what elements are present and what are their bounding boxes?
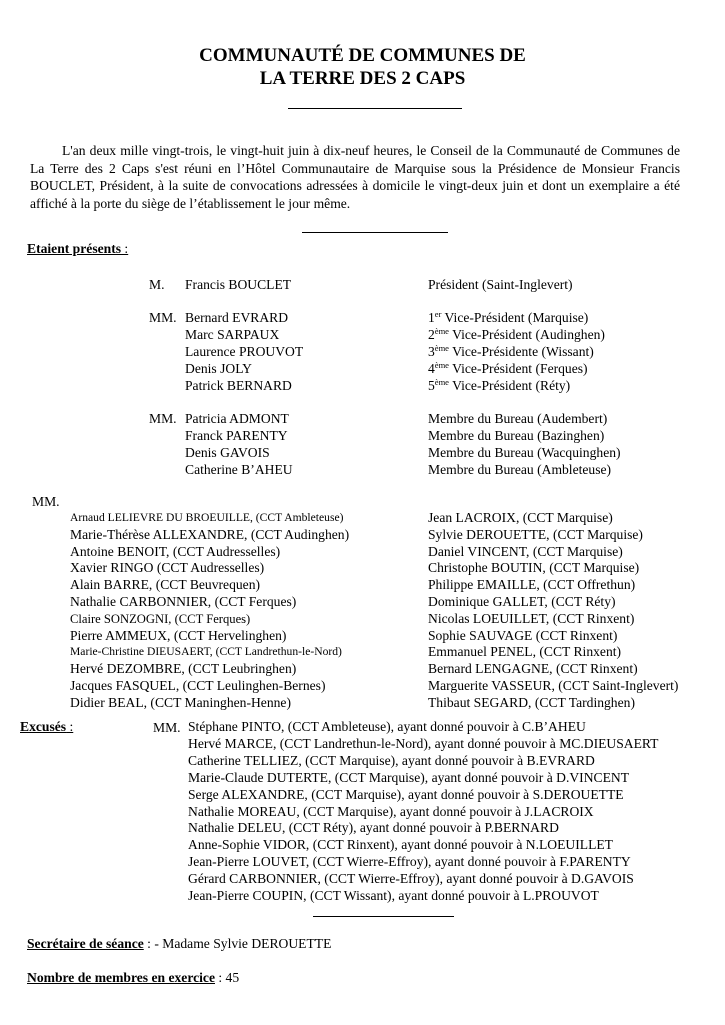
bureau-role: Membre du Bureau (Ambleteuse)	[428, 462, 612, 477]
members-right-column	[428, 510, 678, 712]
presents-label	[27, 241, 128, 257]
member-item: Emmanuel PENEL, (CCT Rinxent)	[428, 644, 622, 660]
vp-name: Patrick BERNARD	[185, 378, 292, 393]
vp-name: Laurence PROUVOT	[185, 344, 304, 359]
member-item: Pierre AMMEUX, (CCT Hervelinghen)	[70, 627, 287, 643]
bureau-role: Membre du Bureau (Wacquinghen)	[428, 445, 621, 460]
member-item: Christophe BOUTIN, (CCT Marquise)	[428, 560, 640, 576]
vp-role-text: Vice-Présidente (Wissant)	[448, 344, 594, 359]
excuses-divider	[313, 916, 454, 917]
bureau-name: Patricia ADMONT	[185, 411, 289, 426]
member-item: Jacques FASQUEL, (CCT Leulinghen-Bernes)	[70, 677, 326, 693]
vp-role-text: Vice-Président (Marquise)	[441, 310, 589, 325]
member-item: Arnaud LELIEVRE DU BROEUILLE, (CCT Ambleteuse)	[70, 511, 344, 524]
intro-divider	[302, 232, 448, 233]
vp-role	[428, 343, 594, 360]
excuse-item: Nathalie MOREAU, (CCT Marquise), ayant donné pouvoir à J.LACROIX	[188, 803, 594, 819]
vp-ordinal-suffix: er	[434, 309, 442, 319]
vp-prefix: MM.	[149, 310, 177, 325]
excuse-item: Anne-Sophie VIDOR, (CCT Rinxent), ayant donné pouvoir à N.LOEUILLET	[188, 837, 613, 853]
secretaire-label: Secrétaire de séance	[27, 936, 144, 951]
member-item: Nicolas LOEUILLET, (CCT Rinxent)	[428, 610, 635, 626]
vp-ordinal-suffix: ème	[434, 360, 449, 370]
member-item: Marie-Thérèse ALLEXANDRE, (CCT Audinghen)	[70, 526, 350, 542]
excuses-prefix: MM.	[153, 720, 181, 735]
member-item: Marie-Christine DIEUSAERT, (CCT Landrethun-le-Nord)	[70, 645, 342, 659]
vp-name: Denis JOLY	[185, 361, 252, 376]
member-item: Daniel VINCENT, (CCT Marquise)	[428, 543, 623, 559]
vp-ordinal: 1	[428, 310, 435, 325]
member-item: Marguerite VASSEUR, (CCT Saint-Inglevert)	[428, 677, 679, 693]
member-item	[70, 611, 349, 628]
member-item: Bernard LENGAGNE, (CCT Rinxent)	[428, 661, 638, 677]
excuses-label-text: Excusés	[20, 719, 67, 734]
secretaire-value: : - Madame Sylvie DEROUETTE	[143, 936, 332, 951]
title-line-1: COMMUNAUTÉ DE COMMUNES DE	[199, 45, 526, 66]
vp-ordinal: 3	[428, 344, 435, 359]
vp-ordinal: 4	[428, 361, 435, 376]
member-item: Xavier RINGO (CCT Audresselles)	[70, 560, 265, 576]
member-item: Thibaut SEGARD, (CCT Tardinghen)	[428, 694, 635, 710]
title-divider	[288, 108, 462, 109]
vp-ordinal: 5	[428, 378, 435, 393]
vp-role	[428, 326, 605, 343]
intro-paragraph: L'an deux mille vingt-trois, le vingt-huit juin à dix-neuf heures, le Conseil de la Communauté de Communes de La Terre des 2 Caps s'est réuni en l’Hôtel Communautaire de Marquise sous la Présidence de Monsieur Francis BOUCLET, Président, à la suite de convocations adressées à domicile le vingt-deux juin et dont un exemplaire a été affiché à la porte du siège de l’établissement le jour même.	[30, 143, 680, 211]
bureau-name: Franck PARENTY	[185, 428, 288, 443]
member-item: Sophie SAUVAGE (CCT Rinxent)	[428, 627, 618, 643]
vp-name: Marc SARPAUX	[185, 327, 280, 342]
nombre-line	[27, 969, 239, 986]
member-item: Sylvie DEROUETTE, (CCT Marquise)	[428, 526, 643, 542]
president-role: Président (Saint-Inglevert)	[428, 277, 573, 292]
bureau-role: Membre du Bureau (Bazinghen)	[428, 428, 605, 443]
excuse-item: Catherine TELLIEZ, (CCT Marquise), ayant donné pouvoir à B.EVRARD	[188, 752, 595, 768]
vp-role	[428, 309, 588, 326]
members-left-column	[70, 510, 349, 712]
vp-role	[428, 360, 588, 377]
member-item: Antoine BENOIT, (CCT Audresselles)	[70, 543, 281, 559]
excuse-item: Nathalie DELEU, (CCT Réty), ayant donné pouvoir à P.BERNARD	[188, 820, 559, 836]
excuse-item: Jean-Pierre COUPIN, (CCT Wissant), ayant donné pouvoir à L.PROUVOT	[188, 888, 599, 904]
bureau-name: Denis GAVOIS	[185, 445, 270, 460]
vp-ordinal-suffix: ème	[434, 326, 449, 336]
presents-label-text: Etaient présents	[27, 241, 122, 256]
member-item: Hervé DEZOMBRE, (CCT Leubringhen)	[70, 661, 297, 677]
president-name: Francis BOUCLET	[185, 277, 292, 292]
excuse-item: Marie-Claude DUTERTE, (CCT Marquise), ayant donné pouvoir à D.VINCENT	[188, 769, 630, 785]
vp-ordinal-suffix: ème	[434, 343, 449, 353]
members-prefix: MM.	[32, 494, 60, 509]
vp-role-text: Vice-Président (Réty)	[448, 378, 571, 393]
document-title	[0, 44, 725, 90]
vp-role	[428, 377, 570, 394]
excuse-item: Hervé MARCE, (CCT Landrethun-le-Nord), ayant donné pouvoir à MC.DIEUSAERT	[188, 735, 659, 751]
member-item: Alain BARRE, (CCT Beuvrequen)	[70, 577, 261, 593]
vp-role-text: Vice-Président (Ferques)	[448, 361, 588, 376]
vp-name: Bernard EVRARD	[185, 310, 289, 325]
bureau-role: Membre du Bureau (Audembert)	[428, 411, 608, 426]
bureau-prefix: MM.	[149, 411, 177, 426]
member-item: Jean LACROIX, (CCT Marquise)	[428, 510, 613, 525]
excuse-item: Gérard CARBONNIER, (CCT Wierre-Effroy), ayant donné pouvoir à D.GAVOIS	[188, 871, 634, 887]
excuses-label	[20, 719, 73, 735]
vp-ordinal: 2	[428, 327, 435, 342]
member-item: Nathalie CARBONNIER, (CCT Ferques)	[70, 593, 297, 609]
member-item: Dominique GALLET, (CCT Réty)	[428, 593, 616, 609]
excuse-item: Stéphane PINTO, (CCT Ambleteuse), ayant donné pouvoir à C.B’AHEU	[188, 719, 586, 734]
excuses-list	[188, 719, 718, 905]
president-prefix: M.	[149, 277, 165, 292]
excuse-item: Jean-Pierre LOUVET, (CCT Wierre-Effroy), ayant donné pouvoir à F.PARENTY	[188, 854, 631, 870]
excuses-label-colon: :	[66, 719, 74, 734]
bureau-name: Catherine B’AHEU	[185, 462, 293, 477]
presents-label-colon: :	[121, 241, 129, 256]
member-item: Philippe EMAILLE, (CCT Offrethun)	[428, 577, 636, 593]
member-item-text: Claire SONZOGNI, (CCT Ferques)	[70, 611, 251, 626]
title-line-2: LA TERRE DES 2 CAPS	[259, 68, 466, 89]
excuse-item: Serge ALEXANDRE, (CCT Marquise), ayant donné pouvoir à S.DEROUETTE	[188, 786, 624, 802]
vp-ordinal-suffix: ème	[434, 377, 449, 387]
nombre-label: Nombre de membres en exercice	[27, 970, 215, 985]
nombre-value: : 45	[214, 970, 240, 985]
member-item: Didier BEAL, (CCT Maninghen-Henne)	[70, 694, 291, 710]
vp-role-text: Vice-Président (Audinghen)	[448, 327, 605, 342]
secretaire-line	[27, 935, 331, 952]
